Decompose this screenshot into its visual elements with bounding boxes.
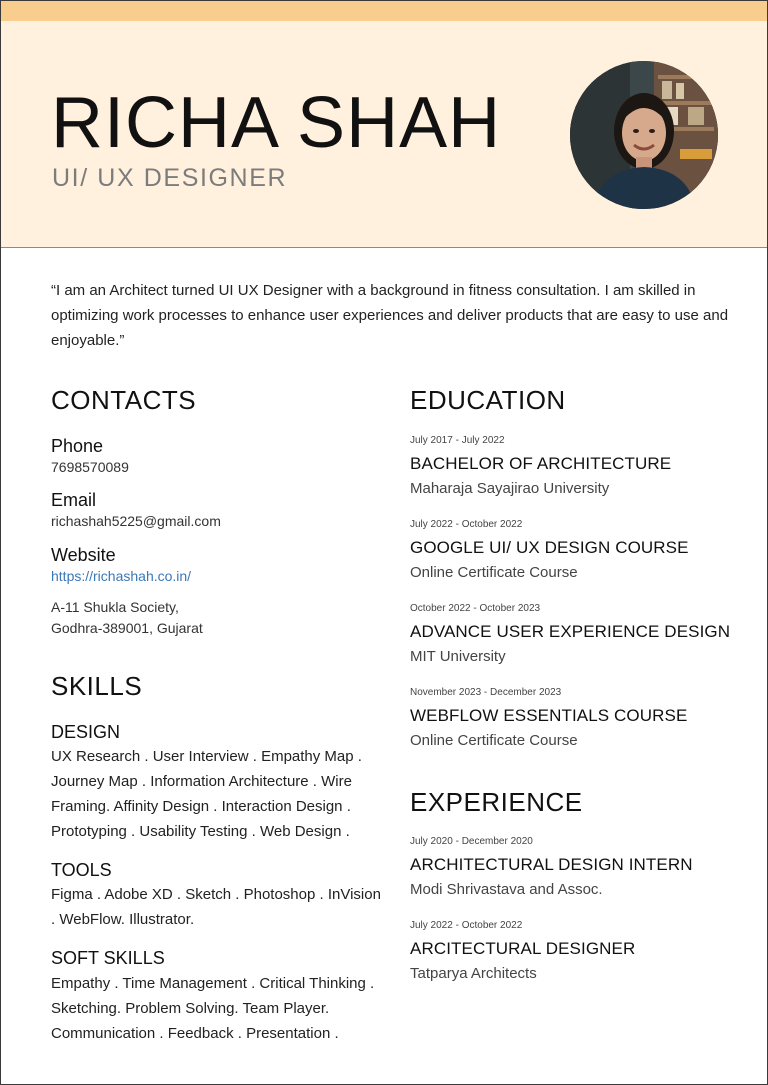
education-date: July 2022 - October 2022 [410, 519, 523, 530]
phone-value: 7698570089 [51, 459, 129, 475]
experience-company: Tatparya Architects [410, 965, 537, 982]
experience-heading: EXPERIENCE [410, 787, 583, 817]
education-date: July 2017 - July 2022 [410, 435, 505, 446]
education-title: WEBFLOW ESSENTIALS COURSE [410, 706, 688, 725]
skills-heading: SKILLS [51, 671, 143, 701]
skill-group-title-soft-skills: SOFT SKILLS [51, 948, 165, 968]
person-role: UI/ UX DESIGNER [52, 164, 288, 192]
experience-company: Modi Shrivastava and Assoc. [410, 881, 603, 898]
education-title: BACHELOR OF ARCHITECTURE [410, 454, 672, 473]
education-institution: Online Certificate Course [410, 732, 578, 749]
education-title: GOOGLE UI/ UX DESIGN COURSE [410, 538, 689, 557]
person-name: RICHA SHAH [51, 83, 502, 163]
phone-label: Phone [51, 436, 104, 456]
skill-group-title-tools: TOOLS [51, 860, 112, 880]
profile-photo [570, 61, 718, 209]
education-heading: EDUCATION [410, 385, 566, 415]
education-institution: Online Certificate Course [410, 564, 578, 581]
address-line-1: A-11 Shukla Society, [51, 599, 179, 615]
education-date: November 2023 - December 2023 [410, 687, 562, 698]
website-label: Website [51, 545, 116, 565]
experience-date: July 2022 - October 2022 [410, 920, 523, 931]
website-link[interactable]: https://richashah.co.in/ [51, 568, 192, 584]
education-institution: MIT University [410, 648, 506, 665]
experience-date: July 2020 - December 2020 [410, 836, 533, 847]
experience-title: ARCHITECTURAL DESIGN INTERN [410, 855, 693, 874]
experience-title: ARCITECTURAL DESIGNER [410, 939, 636, 958]
resume-header [1, 21, 767, 248]
email-label: Email [51, 490, 97, 510]
education-date: October 2022 - October 2023 [410, 603, 541, 614]
profile-summary: “I am an Architect turned UI UX Designer with a background in fitness consultation. I am skilled in optimizing work processes to enhance user experiences and deliver products that are easy to use and enjoyable.” [51, 282, 729, 349]
education-title: ADVANCE USER EXPERIENCE DESIGN [410, 622, 731, 641]
skill-group-list-tools: Figma . Adobe XD . Sketch . Photoshop . InVision . WebFlow. Illustrator. [51, 886, 381, 928]
skill-group-list-design: UX Research . User Interview . Empathy Map . Journey Map . Information Architecture . Wire Framing. Affinity Design . Interaction Design . Prototyping . Usability Testing . Web Design . [51, 748, 362, 840]
skill-group-title-design: DESIGN [51, 722, 121, 742]
skill-group-list-soft-skills: Empathy . Time Management . Critical Thinking . Sketching. Problem Solving. Team Player. Communication . Feedback . Presentation . [51, 975, 375, 1042]
top-accent-bar [1, 1, 767, 21]
education-institution: Maharaja Sayajirao University [410, 480, 610, 497]
profile-photo-illustration [570, 61, 718, 209]
address-line-2: Godhra-389001, Gujarat [51, 620, 203, 636]
contacts-heading: CONTACTS [51, 385, 197, 415]
email-value[interactable]: richashah5225@gmail.com [51, 513, 221, 529]
